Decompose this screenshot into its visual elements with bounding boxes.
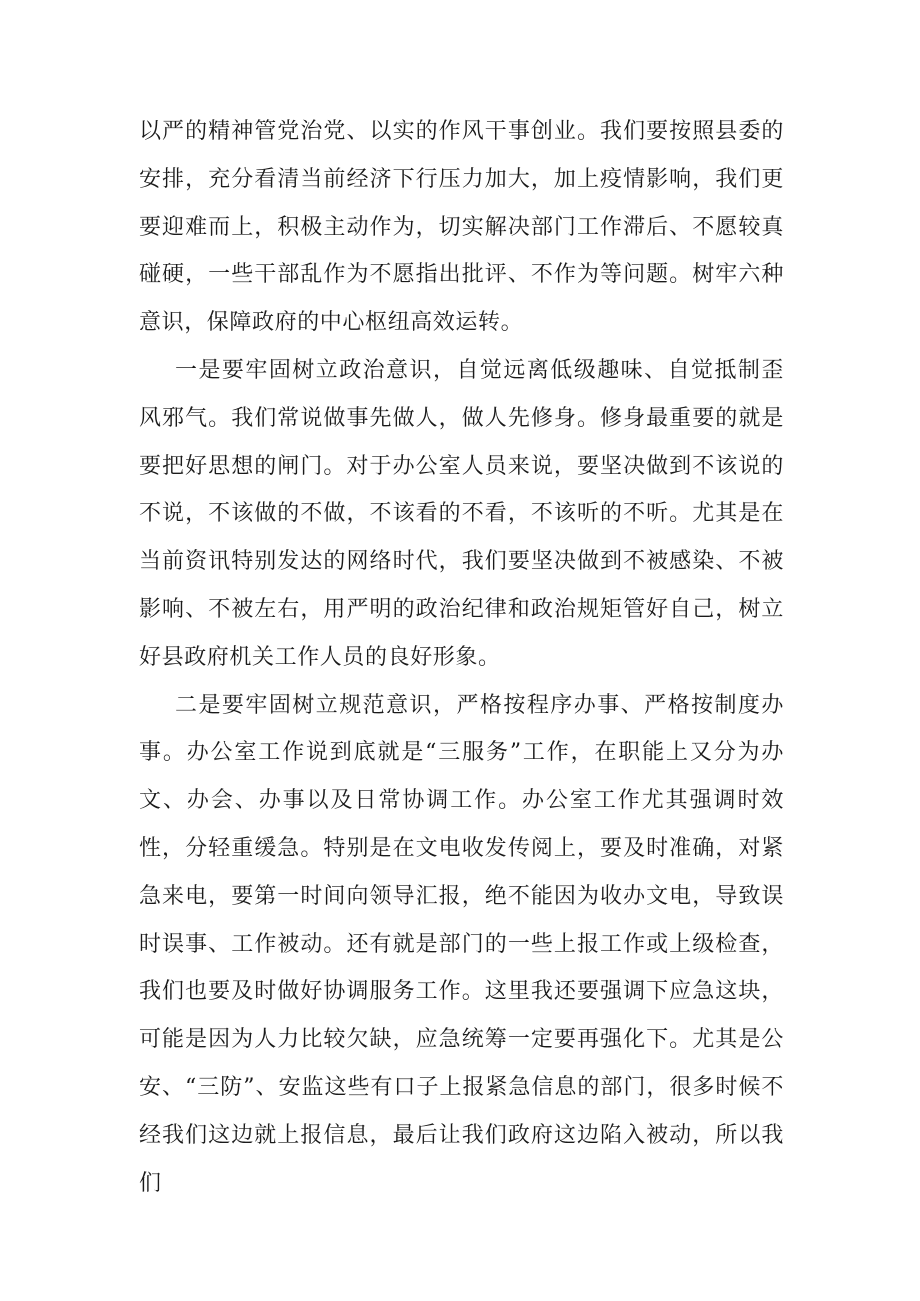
paragraph-continuation: 以严的精神管党治党、以实的作风干事创业。我们要按照县委的安排，充分看清当前经济下行压力加大，加上疫情影响，我们更要迎难而上，积极主动作为，切实解决部门工作滞后、不愿较真碰硬，一些干部乱作为不愿指出批评、不作为等问题。树牢六种意识，保障政府的中心枢纽高效运转。 xyxy=(139,119,784,336)
document-body xyxy=(139,108,784,1207)
paragraph-standard-awareness: 二是要牢固树立规范意识，严格按程序办事、严格按制度办事。办公室工作说到底就是“三服务”工作，在职能上又分为办文、办会、办事以及日常协调工作。办公室工作尤其强调时效性，分轻重缓急。特别是在文电收发传阅上，要及时准确，对紧急来电，要第一时间向领导汇报，绝不能因为收办文电，导致误时误事、工作被动。还有就是部门的一些上报工作或上级检查，我们也要及时做好协调服务工作。这里我还要强调下应急这块，可能是因为人力比较欠缺，应急统筹一定要再强化下。尤其是公安、“三防”、安监这些有口子上报紧急信息的部门，很多时候不经我们这边就上报信息，最后让我们政府这边陷入被动，所以我们 xyxy=(139,692,784,1196)
paragraph-political-awareness: 一是要牢固树立政治意识，自觉远离低级趣味、自觉抵制歪风邪气。我们常说做事先做人，做人先修身。修身最重要的就是要把好思想的闸门。对于办公室人员来说，要坚决做到不该说的不说，不该做的不做，不该看的不看，不该听的不听。尤其是在当前资讯特别发达的网络时代，我们要坚决做到不被感染、不被影响、不被左右，用严明的政治纪律和政治规矩管好自己，树立好县政府机关工作人员的良好形象。 xyxy=(139,357,784,670)
